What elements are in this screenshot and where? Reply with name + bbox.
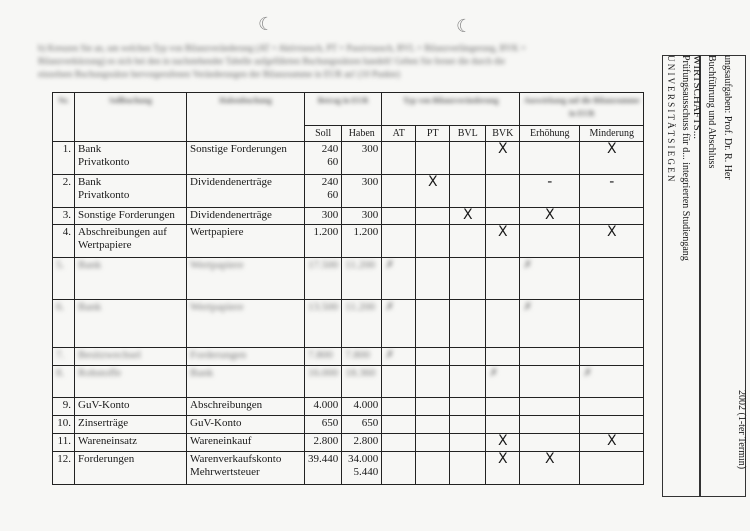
instruction-line: Bilanzverkürzung) es sich bei den in nachstehender Tabelle aufgeführten Buchungssätzen handelt! Geben Sie ferner die durch die	[38, 56, 506, 66]
row-soll-betrag: 300	[305, 208, 342, 225]
row-mark-pt	[416, 434, 450, 452]
side-committee: Prüfungsausschuss für d... integrierten Studiengang	[680, 55, 691, 261]
row-mark-bvl	[450, 225, 486, 258]
row-mark-at	[382, 142, 416, 175]
row-mark-pt	[416, 416, 450, 434]
row-nr: 12.	[53, 452, 75, 485]
row-soll-betrag: 39.440	[305, 452, 342, 485]
row-mark-at	[382, 225, 416, 258]
row-mark-bvk	[486, 175, 520, 208]
col-typ: Typ von Bilanzveränderung	[382, 93, 520, 126]
row-nr: 2.	[53, 175, 75, 208]
task-instructions	[38, 42, 638, 81]
row-habenbuchung: Sonstige Forderungen	[187, 142, 305, 175]
row-mark-bvk: X	[486, 225, 520, 258]
row-mark-bvl	[450, 175, 486, 208]
row-soll-betrag: 650	[305, 416, 342, 434]
row-soll-betrag: 4.000	[305, 398, 342, 416]
row-mark-bvk	[486, 208, 520, 225]
row-mark-bvl	[450, 398, 486, 416]
row-habenbuchung: Wertpapiere	[187, 225, 305, 258]
row-sollbuchung: Bank Privatkonto	[75, 142, 187, 175]
row-mark-at	[382, 416, 416, 434]
side-term: 2002 (1-ter Termin)	[736, 390, 747, 470]
blurred-row: 7. Besitzwechsel Forderungen 7.800 7.800 ✗	[53, 348, 644, 366]
row-mark-bvk	[486, 398, 520, 416]
col-sollbuchung: Sollbuchung	[75, 93, 187, 142]
row-mark-at	[382, 208, 416, 225]
table-row	[53, 208, 644, 225]
row-nr: 3.	[53, 208, 75, 225]
row-nr: 4.	[53, 225, 75, 258]
row-mark-minderung	[580, 416, 644, 434]
table-row	[53, 452, 644, 485]
col-betrag: Betrag in EUR	[305, 93, 382, 126]
row-mark-bvl: X	[450, 208, 486, 225]
row-mark-pt	[416, 225, 450, 258]
row-mark-erhoehung: -	[520, 175, 580, 208]
row-haben-betrag: 2.800	[342, 434, 382, 452]
row-mark-pt	[416, 452, 450, 485]
table-row	[53, 175, 644, 208]
scan-artifact: ☾	[456, 16, 473, 37]
row-soll-betrag: 2.800	[305, 434, 342, 452]
col-bvk: BVK	[486, 126, 520, 142]
row-mark-bvk	[486, 416, 520, 434]
col-habenbuchung: Habenbuchung	[187, 93, 305, 142]
row-haben-betrag: 1.200	[342, 225, 382, 258]
row-mark-at	[382, 452, 416, 485]
scan-artifact: ☾	[258, 14, 275, 35]
row-mark-minderung	[580, 208, 644, 225]
row-mark-bvk: X	[486, 452, 520, 485]
side-subject: Buchführung und Abschluss	[706, 55, 717, 169]
row-haben-betrag: 300	[342, 208, 382, 225]
row-habenbuchung: Warenverkaufskonto Mehrwertsteuer	[187, 452, 305, 485]
row-mark-at	[382, 398, 416, 416]
booking-table	[52, 92, 644, 485]
row-mark-at	[382, 434, 416, 452]
row-mark-bvk: X	[486, 142, 520, 175]
row-habenbuchung: Dividendenerträge	[187, 208, 305, 225]
blurred-row: 6. Bank Wertpapiere 13.500 11.200 ✗ ✗	[53, 300, 644, 348]
row-habenbuchung: Dividendenerträge	[187, 175, 305, 208]
side-faculty: WIRTSCHAFTS...	[691, 55, 703, 139]
row-mark-bvk: X	[486, 434, 520, 452]
instruction-line: b) Kreuzen Sie an, um welchen Typ von Bilanzveränderung (AT = Aktivtausch, PT = Passivtausch, BVL = Bilanzverlängerung, BVK =	[38, 43, 526, 53]
row-mark-at	[382, 175, 416, 208]
row-sollbuchung: Forderungen	[75, 452, 187, 485]
row-haben-betrag: 300	[342, 175, 382, 208]
row-mark-erhoehung	[520, 225, 580, 258]
side-examiner: ungsaufgaben: Prof. Dr. R. Her	[722, 55, 733, 180]
row-mark-erhoehung	[520, 434, 580, 452]
row-nr: 9.	[53, 398, 75, 416]
row-nr: 1.	[53, 142, 75, 175]
row-mark-minderung: X	[580, 434, 644, 452]
row-mark-bvl	[450, 416, 486, 434]
col-minderung: Minderung	[580, 126, 644, 142]
row-habenbuchung: Wareneinkauf	[187, 434, 305, 452]
col-haben: Haben	[342, 126, 382, 142]
table-row	[53, 416, 644, 434]
row-nr: 10.	[53, 416, 75, 434]
col-pt: PT	[416, 126, 450, 142]
row-soll-betrag: 240 60	[305, 142, 342, 175]
table-row	[53, 225, 644, 258]
row-habenbuchung: GuV-Konto	[187, 416, 305, 434]
row-sollbuchung: Wareneinsatz	[75, 434, 187, 452]
blurred-row: 5. Bank Wertpapiere 17.500 11.200 ✗ ✗	[53, 258, 644, 300]
row-sollbuchung: GuV-Konto	[75, 398, 187, 416]
side-uni-title: U N I V E R S I T Ä T S I E G E N	[666, 55, 676, 182]
row-habenbuchung: Abschreibungen	[187, 398, 305, 416]
row-mark-minderung: X	[580, 142, 644, 175]
col-at: AT	[382, 126, 416, 142]
row-haben-betrag: 34.000 5.440	[342, 452, 382, 485]
row-mark-minderung: -	[580, 175, 644, 208]
row-mark-erhoehung	[520, 398, 580, 416]
table-row	[53, 434, 644, 452]
row-soll-betrag: 240 60	[305, 175, 342, 208]
table-row	[53, 398, 644, 416]
row-haben-betrag: 300	[342, 142, 382, 175]
row-mark-pt	[416, 142, 450, 175]
col-bvl: BVL	[450, 126, 486, 142]
table-row	[53, 142, 644, 175]
col-soll: Soll	[305, 126, 342, 142]
row-soll-betrag: 1.200	[305, 225, 342, 258]
row-mark-pt	[416, 208, 450, 225]
row-haben-betrag: 4.000	[342, 398, 382, 416]
row-mark-minderung	[580, 452, 644, 485]
row-mark-bvl	[450, 452, 486, 485]
col-erhoehung: Erhöhung	[520, 126, 580, 142]
row-nr: 11.	[53, 434, 75, 452]
row-mark-bvl	[450, 434, 486, 452]
row-mark-minderung: X	[580, 225, 644, 258]
row-haben-betrag: 650	[342, 416, 382, 434]
row-sollbuchung: Abschreibungen auf Wertpapiere	[75, 225, 187, 258]
row-sollbuchung: Zinserträge	[75, 416, 187, 434]
row-mark-minderung	[580, 398, 644, 416]
row-mark-erhoehung: X	[520, 452, 580, 485]
blurred-row: 8. Rohstoffe Bank 16.000 18.360 ✗ ✗	[53, 366, 644, 398]
row-mark-erhoehung: X	[520, 208, 580, 225]
row-mark-pt	[416, 398, 450, 416]
row-mark-pt: X	[416, 175, 450, 208]
row-mark-erhoehung	[520, 142, 580, 175]
col-nr: Nr.	[53, 93, 75, 142]
instruction-line: einzelnen Buchungssätze hervorgerufenen Veränderungen der Bilanzsumme in EUR an! (10 Punkte)	[38, 69, 401, 79]
row-sollbuchung: Bank Privatkonto	[75, 175, 187, 208]
row-mark-erhoehung	[520, 416, 580, 434]
col-auswirkung: Auswirkung auf die Bilanzsumme in EUR	[520, 93, 644, 126]
row-mark-bvl	[450, 142, 486, 175]
row-sollbuchung: Sonstige Forderungen	[75, 208, 187, 225]
